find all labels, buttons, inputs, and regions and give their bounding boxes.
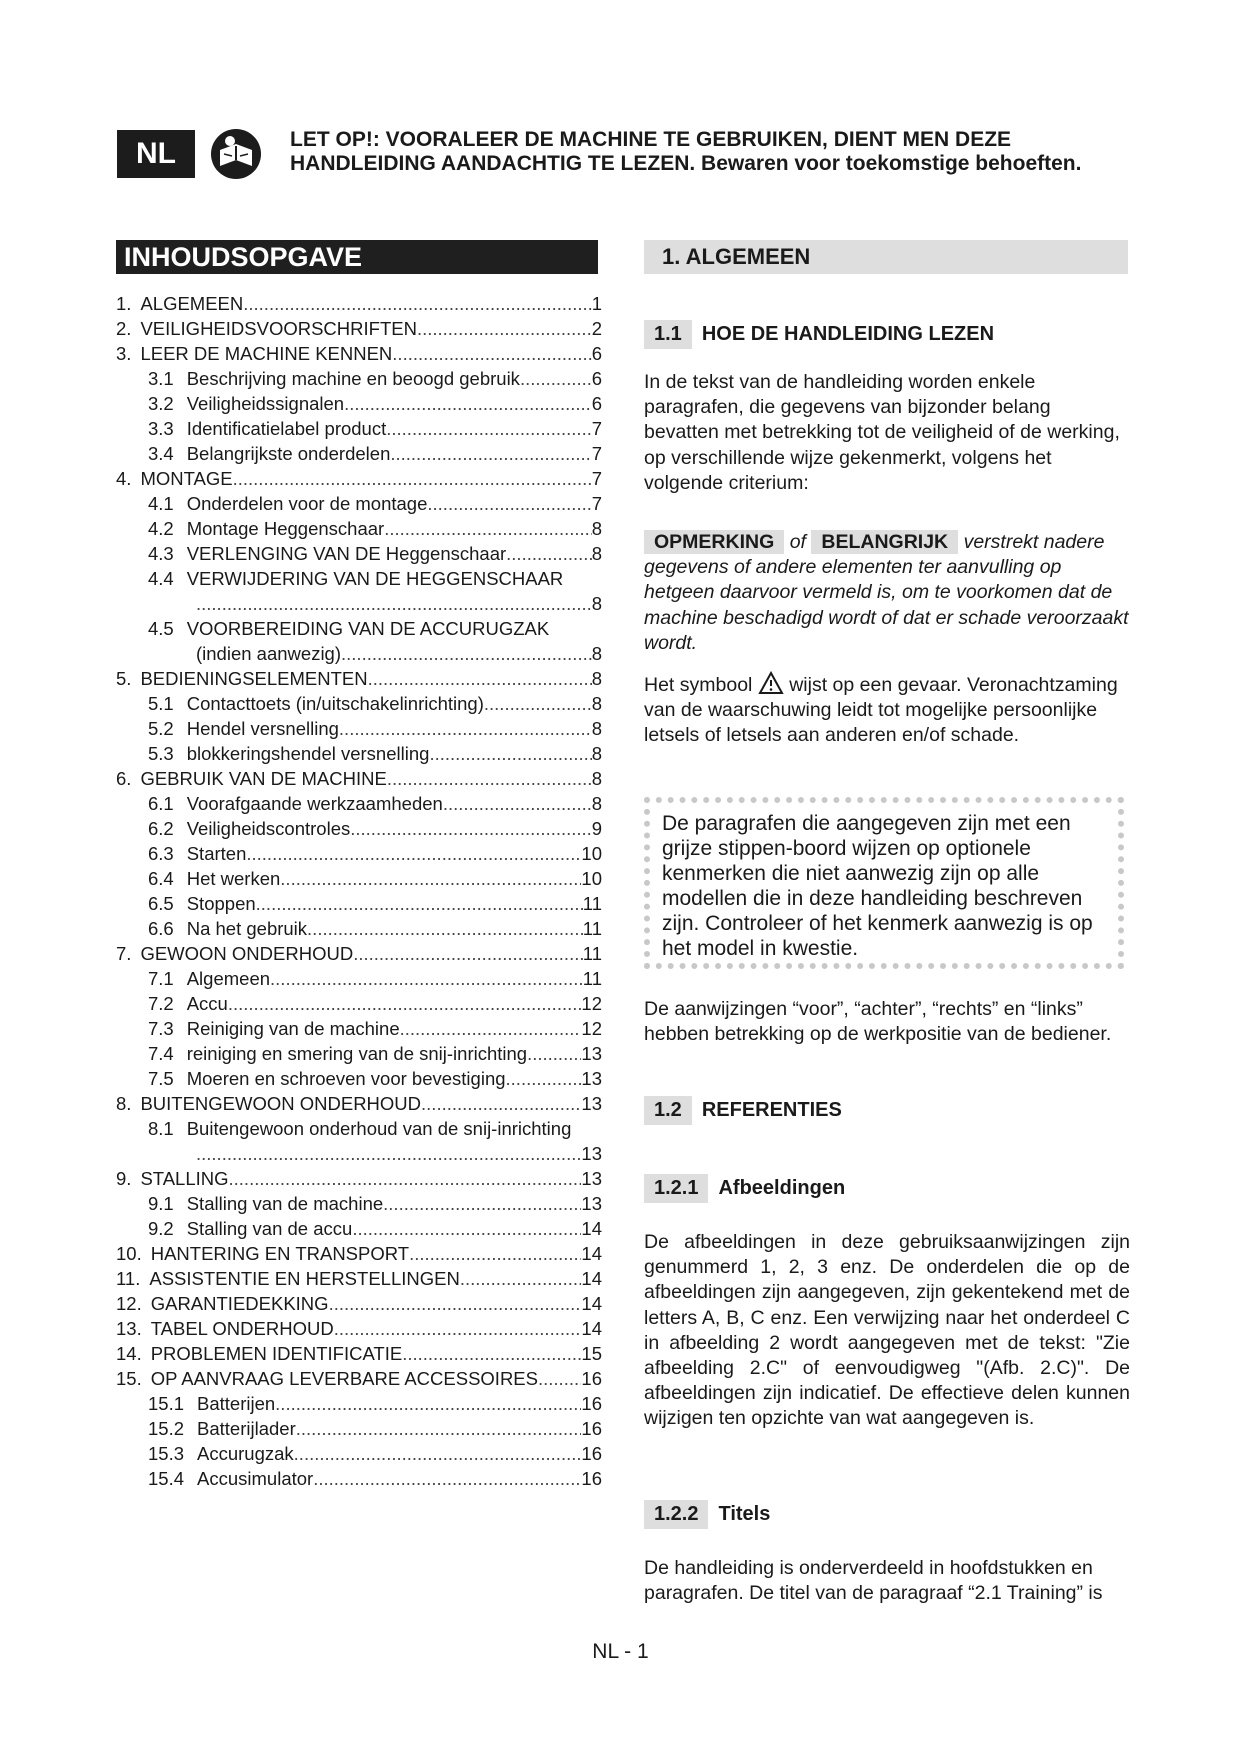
toc-title: Identificatielabel product xyxy=(186,418,387,439)
toc-page: 6 xyxy=(591,343,602,364)
toc-entry xyxy=(116,1341,602,1366)
toc-leader xyxy=(344,391,592,416)
toc-leader xyxy=(409,1241,581,1266)
toc-leader xyxy=(427,491,591,516)
toc-leader xyxy=(350,816,591,841)
toc-number: 7.4 xyxy=(148,1043,174,1064)
toc-number: 6.4 xyxy=(148,868,174,889)
toc-leader xyxy=(196,1141,581,1166)
toc-number: 5.1 xyxy=(148,693,174,714)
toc-leader xyxy=(352,1216,581,1241)
note-text: verstrekt nadere gegevens of andere elementen ter aanvulling op hetgeen daarvoor vermeld is, om te voorkomen dat de machine beschadigd wordt of dat er schade veroorzaakt wordt. xyxy=(644,531,1129,654)
toc-title: Accusimulator xyxy=(197,1468,314,1489)
toc-page: 8 xyxy=(591,593,602,614)
subsection-title: Afbeeldingen xyxy=(718,1177,846,1199)
toc-title: Hendel versnelling xyxy=(186,718,339,739)
opmerking-tag: OPMERKING xyxy=(644,530,784,554)
toc-leader xyxy=(387,766,592,791)
toc-entry xyxy=(116,891,602,916)
toc-page: 7 xyxy=(591,468,602,489)
toc-entry xyxy=(116,716,602,741)
toc-title: TABEL ONDERHOUD xyxy=(150,1318,334,1339)
toc-title: Veiligheidscontroles xyxy=(186,818,351,839)
toc-leader xyxy=(484,691,592,716)
toc-number: 13. xyxy=(116,1318,142,1339)
toc-page: 10 xyxy=(581,843,602,864)
intro-paragraph: In de tekst van de handleiding worden enkele paragrafen, die gegevens van bijzonder belang bevatten met betrekking tot de veiligheid of de werking, op verschillende wijze gekenmerkt, volgens het volgende criterium: xyxy=(644,371,1120,494)
toc-number: 5.3 xyxy=(148,743,174,764)
toc-title: ASSISTENTIE EN HERSTELLINGEN xyxy=(149,1268,460,1289)
toc-number: 3.2 xyxy=(148,393,174,414)
toc-title: VOORBEREIDING VAN DE ACCURUGZAK xyxy=(186,618,550,639)
toc-entry xyxy=(116,1166,602,1191)
toc-page: 2 xyxy=(591,318,602,339)
toc-page: 14 xyxy=(581,1243,602,1264)
toc-number: 4.3 xyxy=(148,543,174,564)
toc-page: 8 xyxy=(591,743,602,764)
toc-title: Beschrijving machine en beoogd gebruik xyxy=(186,368,520,389)
toc-entry xyxy=(116,691,602,716)
toc-leader xyxy=(527,1041,581,1066)
toc-leader xyxy=(229,1166,582,1191)
toc-title: Buitengewoon onderhoud van de snij-inrichting xyxy=(186,1118,572,1139)
toc-leader xyxy=(256,891,583,916)
toc-page: 6 xyxy=(591,393,602,414)
directions-paragraph: De aanwijzingen “voor”, “achter”, “rechts” en “links” hebben betrekking op de werkpositie van de bediener. xyxy=(644,998,1112,1046)
toc-number: 4.1 xyxy=(148,493,174,514)
toc-page: 8 xyxy=(591,693,602,714)
toc-title: Onderdelen voor de montage xyxy=(186,493,428,514)
toc-entry xyxy=(116,666,602,691)
toc-title: Het werken xyxy=(186,868,281,889)
titles-paragraph: De handleiding is onderverdeeld in hoofdstukken en paragrafen. De titel van de paragraaf “2.1 Training” is xyxy=(644,1557,1103,1605)
figures-paragraph: De afbeeldingen in deze gebruiksaanwijzingen zijn genummerd 1, 2, 3 enz. De onderdelen die op de afbeeldingen zijn aangegeven, zijn gekentekend met de letters A, B, C enz. Een verwijzing naar het onderdeel C in afbeelding 2 wordt aangegeven met de tekst: "Zie afbeelding 2.C" of eenvoudigweg "(Afb. 2.C)". De afbeeldingen zijn indicatief. De effectieve delen kunnen wijzigen ten opzichte van wat aangegeven is. xyxy=(644,1231,1130,1430)
toc-entry xyxy=(116,441,602,466)
toc-entry xyxy=(116,1016,602,1041)
toc-entry xyxy=(116,1366,602,1391)
toc-title: blokkeringshendel versnelling xyxy=(186,743,430,764)
toc-number: 6.3 xyxy=(148,843,174,864)
toc-leader xyxy=(383,1191,581,1216)
toc-entry xyxy=(116,1391,602,1416)
toc-page: 7 xyxy=(591,418,602,439)
toc-entry xyxy=(116,366,602,391)
toc-page: 15 xyxy=(581,1343,602,1364)
symbol-paragraph xyxy=(644,671,1130,749)
toc-leader xyxy=(275,1391,581,1416)
toc-title: STALLING xyxy=(140,1168,229,1189)
toc-leader xyxy=(538,1366,581,1391)
symbol-prefix: Het symbool xyxy=(644,674,753,696)
toc-entry xyxy=(116,1216,602,1241)
toc-title: ALGEMEEN xyxy=(140,293,244,314)
toc-page: 7 xyxy=(591,443,602,464)
toc-entry xyxy=(116,291,602,316)
toc-leader xyxy=(506,1066,582,1091)
toc-leader xyxy=(417,316,592,341)
toc-leader xyxy=(402,1341,581,1366)
toc-number: 6.2 xyxy=(148,818,174,839)
toc-title: Batterijen xyxy=(197,1393,276,1414)
toc-page: 7 xyxy=(591,493,602,514)
read-manual-warning xyxy=(290,128,1190,176)
toc-title: LEER DE MACHINE KENNEN xyxy=(140,343,393,364)
subsection-number: 1.2.1 xyxy=(644,1174,708,1203)
toc-title: Montage Heggenschaar xyxy=(186,518,385,539)
toc-leader xyxy=(339,716,592,741)
toc-number: 6.6 xyxy=(148,918,174,939)
toc-number: 4.4 xyxy=(148,568,174,589)
toc-title: BEDIENINGSELEMENTEN xyxy=(140,668,368,689)
toc-entry xyxy=(116,641,602,666)
toc-page: 13 xyxy=(581,1068,602,1089)
toc-number: 4.5 xyxy=(148,618,174,639)
toc-page: 8 xyxy=(591,718,602,739)
toc-page: 12 xyxy=(581,993,602,1014)
subsection-number: 1.1 xyxy=(644,320,692,349)
toc-page: 13 xyxy=(581,1193,602,1214)
toc-entry xyxy=(116,966,602,991)
toc-leader xyxy=(506,541,592,566)
warning-line-1: LET OP!: VOORALEER DE MACHINE TE GEBRUIKEN, DIENT MEN DEZE xyxy=(290,128,1012,151)
warning-line-2: HANDLEIDING AANDACHTIG TE LEZEN. Bewaren voor toekomstige behoeften. xyxy=(290,152,1082,175)
toc-entry xyxy=(116,1066,602,1091)
table-of-contents xyxy=(116,291,602,1491)
toc-number: 15.2 xyxy=(148,1418,185,1439)
toc-number: 8. xyxy=(116,1093,132,1114)
or-word: of xyxy=(789,531,806,553)
toc-title: OP AANVRAAG LEVERBARE ACCESSOIRES xyxy=(150,1368,538,1389)
toc-page: 8 xyxy=(591,768,602,789)
toc-number: 5.2 xyxy=(148,718,174,739)
toc-number: 6.1 xyxy=(148,793,174,814)
toc-entry xyxy=(116,1441,602,1466)
manual-read-icon xyxy=(210,128,262,180)
toc-title: Accu xyxy=(186,993,228,1014)
toc-title: Algemeen xyxy=(186,968,271,989)
toc-number: 7.5 xyxy=(148,1068,174,1089)
toc-leader xyxy=(270,966,583,991)
toc-entry xyxy=(116,341,602,366)
subsection-1-2-2-heading xyxy=(644,1500,770,1529)
toc-leader xyxy=(392,341,591,366)
toc-leader xyxy=(294,1441,582,1466)
toc-entry xyxy=(116,1041,602,1066)
toc-number: 10. xyxy=(116,1243,142,1264)
toc-entry xyxy=(116,566,602,591)
toc-number: 5. xyxy=(116,668,132,689)
toc-title: VERLENGING VAN DE Heggenschaar xyxy=(186,543,507,564)
toc-number: 1. xyxy=(116,293,132,314)
toc-title: (indien aanwezig) xyxy=(196,643,342,664)
toc-leader xyxy=(384,516,592,541)
page-number: NL - 1 xyxy=(592,1640,649,1663)
toc-page: 14 xyxy=(581,1293,602,1314)
language-badge: NL xyxy=(117,130,195,178)
toc-title: MONTAGE xyxy=(140,468,233,489)
toc-leader xyxy=(228,991,582,1016)
toc-entry xyxy=(116,816,602,841)
toc-entry xyxy=(116,616,602,641)
toc-number: 14. xyxy=(116,1343,142,1364)
toc-title: Batterijlader xyxy=(197,1418,296,1439)
note-paragraph xyxy=(644,530,1130,656)
toc-leader xyxy=(246,841,581,866)
toc-entry xyxy=(116,491,602,516)
toc-entry xyxy=(116,466,602,491)
toc-number: 15.4 xyxy=(148,1468,185,1489)
toc-number: 9. xyxy=(116,1168,132,1189)
toc-page: 8 xyxy=(591,543,602,564)
toc-number: 15.1 xyxy=(148,1393,185,1414)
subsection-1-1-heading xyxy=(644,320,994,349)
toc-title: reiniging en smering van de snij-inrichting xyxy=(186,1043,528,1064)
toc-entry xyxy=(116,1316,602,1341)
toc-number: 6. xyxy=(116,768,132,789)
subsection-title: REFERENTIES xyxy=(701,1099,842,1121)
toc-page: 16 xyxy=(581,1468,602,1489)
toc-number: 7. xyxy=(116,943,132,964)
toc-number: 6.5 xyxy=(148,893,174,914)
toc-leader xyxy=(341,641,592,666)
toc-leader xyxy=(460,1266,582,1291)
toc-title: Moeren en schroeven voor bevestiging xyxy=(186,1068,506,1089)
toc-page: 16 xyxy=(581,1418,602,1439)
toc-page: 11 xyxy=(582,968,602,989)
toc-title: Veiligheidssignalen xyxy=(186,393,345,414)
toc-entry xyxy=(116,391,602,416)
toc-page: 1 xyxy=(591,293,602,314)
toc-page: 14 xyxy=(581,1268,602,1289)
toc-number: 4.2 xyxy=(148,518,174,539)
toc-title: Na het gebruik xyxy=(186,918,308,939)
toc-page: 9 xyxy=(591,818,602,839)
section-title: 1. ALGEMEEN xyxy=(644,240,1128,274)
toc-page: 12 xyxy=(581,1018,602,1039)
toc-page: 16 xyxy=(581,1443,602,1464)
toc-number: 7.2 xyxy=(148,993,174,1014)
toc-number: 3.3 xyxy=(148,418,174,439)
toc-entry xyxy=(116,1091,602,1116)
toc-title: GARANTIEDEKKING xyxy=(150,1293,329,1314)
toc-title: BUITENGEWOON ONDERHOUD xyxy=(140,1093,422,1114)
toc-entry xyxy=(116,941,602,966)
toc-page: 16 xyxy=(581,1393,602,1414)
toc-title: Accurugzak xyxy=(197,1443,294,1464)
toc-entry xyxy=(116,991,602,1016)
toc-page: 14 xyxy=(581,1318,602,1339)
toc-entry xyxy=(116,1241,602,1266)
optional-features-text: De paragrafen die aangegeven zijn met een grijze stippen-boord wijzen op optionele kenmerken die niet aanwezig zijn op alle modellen die in deze handleiding beschreven zijn. Controleer of het kenmerk aanwezig is op het model in kwestie. xyxy=(662,812,1093,960)
toc-title: Reiniging van de machine xyxy=(186,1018,400,1039)
toc-page: 8 xyxy=(591,518,602,539)
toc-entry xyxy=(116,1291,602,1316)
toc-page: 8 xyxy=(591,643,602,664)
toc-leader xyxy=(329,1291,582,1316)
toc-page: 10 xyxy=(581,868,602,889)
toc-number: 8.1 xyxy=(148,1118,174,1139)
toc-number: 3.4 xyxy=(148,443,174,464)
toc-entry xyxy=(116,591,602,616)
toc-leader xyxy=(307,916,583,941)
toc-leader xyxy=(243,291,591,316)
toc-leader xyxy=(390,441,591,466)
toc-leader xyxy=(421,1091,581,1116)
toc-entry xyxy=(116,1266,602,1291)
toc-title: INHOUDSOPGAVE xyxy=(116,240,598,274)
toc-title: Starten xyxy=(186,843,247,864)
subsection-number: 1.2.2 xyxy=(644,1500,708,1529)
subsection-title: Titels xyxy=(718,1503,771,1525)
toc-leader xyxy=(196,591,592,616)
toc-leader xyxy=(429,741,591,766)
toc-title: Stalling van de machine xyxy=(186,1193,384,1214)
toc-number: 15. xyxy=(116,1368,142,1389)
toc-page: 8 xyxy=(591,793,602,814)
toc-title: VEILIGHEIDSVOORSCHRIFTEN xyxy=(140,318,417,339)
toc-title: HANTERING EN TRANSPORT xyxy=(150,1243,410,1264)
toc-entry xyxy=(116,841,602,866)
toc-number: 4. xyxy=(116,468,132,489)
toc-page: 6 xyxy=(591,368,602,389)
toc-leader xyxy=(443,791,592,816)
toc-leader xyxy=(368,666,592,691)
toc-page: 11 xyxy=(582,893,602,914)
toc-page: 13 xyxy=(581,1168,602,1189)
toc-number: 9.1 xyxy=(148,1193,174,1214)
symbol-text: wijst op een gevaar. Veronachtzaming van de waarschuwing leidt tot mogelijke persoonlijke letsels of letsels aan anderen en/of schade. xyxy=(644,674,1118,747)
toc-title: GEBRUIK VAN DE MACHINE xyxy=(140,768,387,789)
subsection-number: 1.2 xyxy=(644,1096,692,1125)
toc-page: 13 xyxy=(581,1143,602,1164)
toc-entry xyxy=(116,866,602,891)
toc-leader xyxy=(400,1016,582,1041)
toc-title: GEWOON ONDERHOUD xyxy=(140,943,354,964)
toc-leader xyxy=(353,941,583,966)
toc-entry xyxy=(116,766,602,791)
subsection-title: HOE DE HANDLEIDING LEZEN xyxy=(701,323,995,345)
subsection-1-2-heading xyxy=(644,1096,842,1125)
toc-entry xyxy=(116,1466,602,1491)
toc-number: 12. xyxy=(116,1293,142,1314)
toc-title: VERWIJDERING VAN DE HEGGENSCHAAR xyxy=(186,568,564,589)
toc-entry xyxy=(116,416,602,441)
toc-page: 11 xyxy=(582,943,602,964)
toc-page: 13 xyxy=(581,1043,602,1064)
toc-number: 7.1 xyxy=(148,968,174,989)
toc-entry xyxy=(116,1141,602,1166)
toc-entry xyxy=(116,1416,602,1441)
toc-page: 16 xyxy=(581,1368,602,1389)
toc-title: Contacttoets (in/uitschakelinrichting) xyxy=(186,693,484,714)
toc-page: 13 xyxy=(581,1093,602,1114)
toc-entry xyxy=(116,541,602,566)
toc-title: Voorafgaande werkzaamheden xyxy=(186,793,443,814)
toc-number: 2. xyxy=(116,318,132,339)
toc-entry xyxy=(116,916,602,941)
toc-title: Stalling van de accu xyxy=(186,1218,353,1239)
toc-title: PROBLEMEN IDENTIFICATIE xyxy=(150,1343,403,1364)
toc-title: Stoppen xyxy=(186,893,256,914)
toc-entry xyxy=(116,1191,602,1216)
toc-leader xyxy=(313,1466,581,1491)
toc-title: Belangrijkste onderdelen xyxy=(186,443,391,464)
toc-page: 11 xyxy=(582,918,602,939)
toc-number: 3.1 xyxy=(148,368,174,389)
toc-leader xyxy=(233,466,592,491)
toc-entry xyxy=(116,1116,602,1141)
toc-leader xyxy=(520,366,592,391)
toc-number: 7.3 xyxy=(148,1018,174,1039)
belangrijk-tag: BELANGRIJK xyxy=(811,530,958,554)
toc-number: 11. xyxy=(116,1268,141,1289)
toc-entry xyxy=(116,316,602,341)
warning-triangle-icon xyxy=(758,671,784,695)
toc-leader xyxy=(280,866,581,891)
toc-page: 8 xyxy=(591,668,602,689)
toc-leader xyxy=(386,416,591,441)
toc-entry xyxy=(116,791,602,816)
toc-number: 9.2 xyxy=(148,1218,174,1239)
toc-page: 14 xyxy=(581,1218,602,1239)
toc-number: 3. xyxy=(116,343,132,364)
toc-leader xyxy=(334,1316,582,1341)
toc-entry xyxy=(116,516,602,541)
toc-entry xyxy=(116,741,602,766)
optional-features-box xyxy=(644,797,1124,969)
toc-number: 15.3 xyxy=(148,1443,185,1464)
subsection-1-2-1-heading xyxy=(644,1174,845,1203)
toc-leader xyxy=(296,1416,582,1441)
